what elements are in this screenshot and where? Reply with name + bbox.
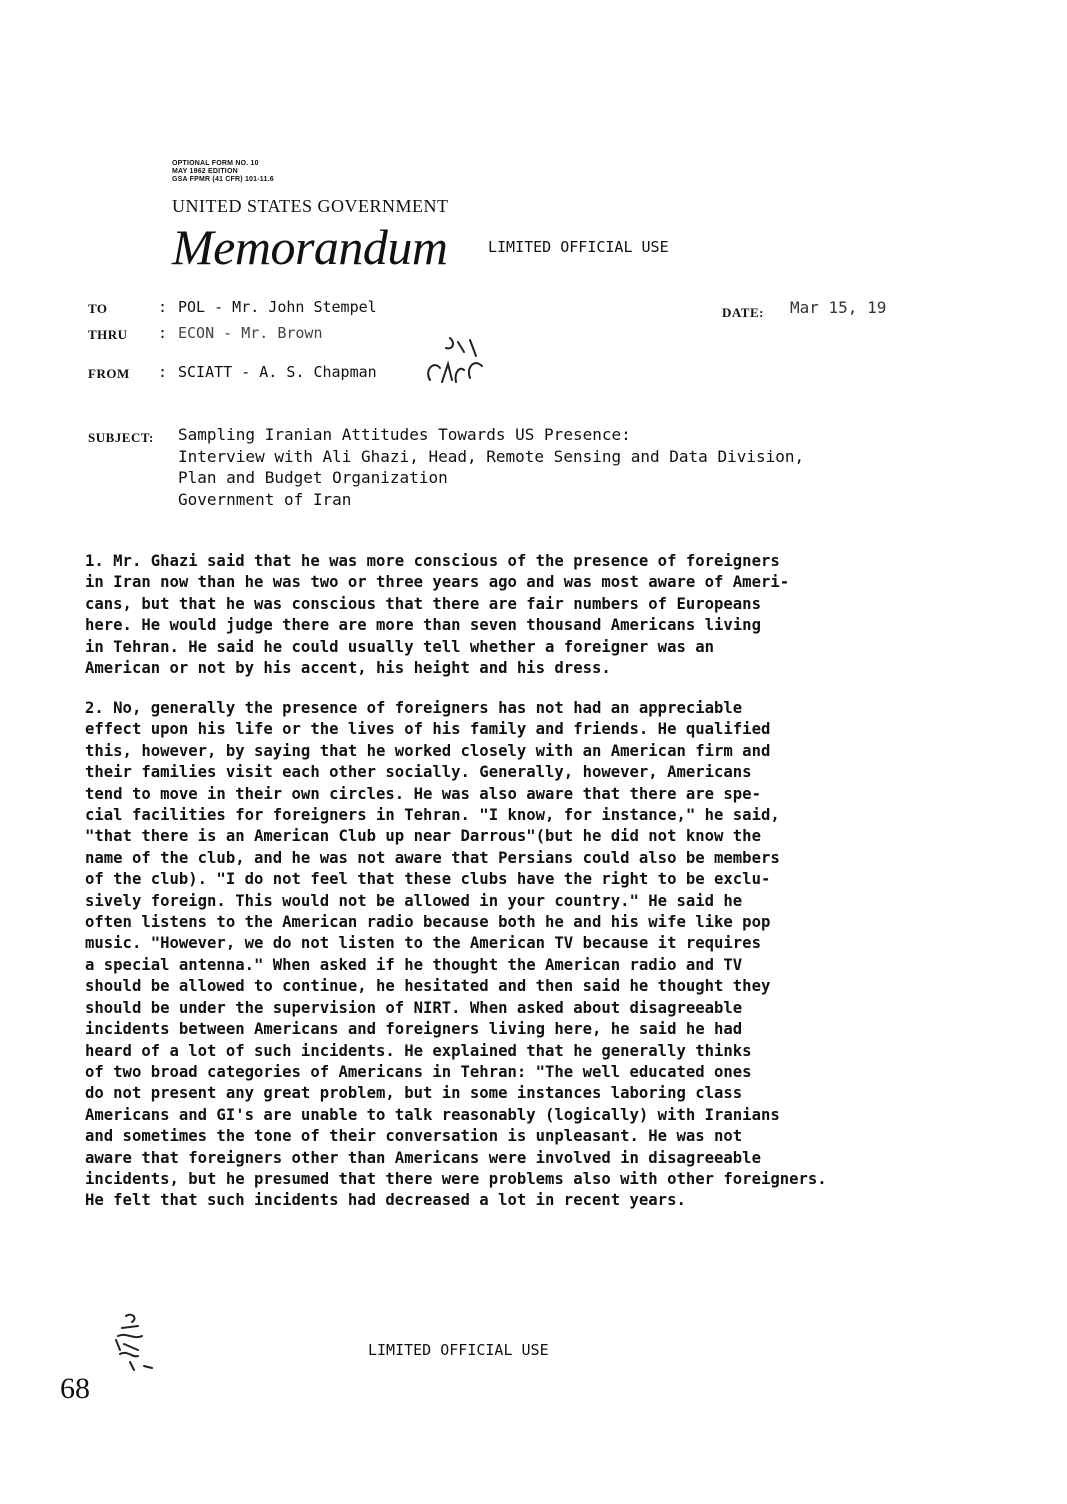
thru-label: THRU [88,327,128,342]
subject-block [178,424,804,510]
government-heading: UNITED STATES GOVERNMENT [172,196,449,216]
memo-title: Memorandum [172,219,448,275]
paragraph-line: of two broad categories of Americans in Tehran: "The well educated ones [85,1062,752,1081]
to-colon: : [158,298,168,316]
archive-stamp [108,1310,164,1376]
paragraph-line: do not present any great problem, but in some instances laboring class [85,1084,743,1103]
paragraph-line: 1. Mr. Ghazi said that he was more conscious of the presence of foreigners [85,552,780,570]
form-id-line: GSA FPMR (41 CFR) 101-11.6 [172,176,274,183]
to-label: TO [88,301,108,316]
thru-colon: : [158,324,168,342]
subject-line: Interview with Ali Ghazi, Head, Remote Sensing and Data Division, [178,446,805,466]
classification-top: LIMITED OFFICIAL USE [488,238,669,256]
date-value: Mar 15, 19 [790,298,887,317]
paragraph-line: cial facilities for foreigners in Tehran. "I know, for instance," he said, [85,806,780,825]
paragraph-line: name of the club, and he was not aware that Persians could also be members [85,848,780,867]
paragraph-line: tend to move in their own circles. He was also aware that there are spe- [85,784,761,803]
paragraph-line: here. He would judge there are more than seven thousand Americans living [85,616,761,635]
stamp-scribble-icon [108,1310,164,1376]
paragraph-line: should be allowed to continue, he hesitated and then said he thought they [85,977,771,996]
handwritten-initials [420,330,510,390]
paragraph-line: sively foreign. This would not be allowed in your country." He said he [85,891,743,910]
paragraph-2 [85,698,975,1212]
initials-scribble-icon [420,330,510,390]
paragraph-line: and sometimes the tone of their conversation is unpleasant. He was not [85,1127,743,1146]
form-id-line: MAY 1962 EDITION [172,168,238,175]
from-label: FROM [88,366,130,381]
date-label: DATE: [722,305,764,320]
paragraph-line: should be under the supervision of NIRT. When asked about disagreeable [85,998,743,1017]
paragraph-line: of the club). "I do not feel that these clubs have the right to be exclu- [85,870,771,889]
thru-value: ECON - Mr. Brown [178,324,323,342]
paragraph-line: Americans and GI's are unable to talk reasonably (logically) with Iranians [85,1105,780,1124]
paragraph-line: American or not by his accent, his height and his dress. [85,659,611,678]
page-number: 68 [60,1372,90,1405]
from-colon: : [158,363,168,381]
form-id-line: OPTIONAL FORM NO. 10 [172,160,259,167]
paragraph-line: "that there is an American Club up near Darrous"(but he did not know the [85,827,761,846]
form-identifier [172,160,274,184]
paragraph-line: heard of a lot of such incidents. He explained that he generally thinks [85,1041,752,1060]
subject-line: Plan and Budget Organization [178,468,448,487]
to-value: POL - Mr. John Stempel [178,298,377,316]
subject-line: Sampling Iranian Attitudes Towards US Presence: [178,425,631,444]
paragraph-line: this, however, by saying that he worked closely with an American firm and [85,741,771,760]
paragraph-line: in Tehran. He said he could usually tell whether a foreigner was an [85,637,715,656]
paragraph-line: He felt that such incidents had decreased a lot in recent years. [85,1191,686,1210]
subject-label: SUBJECT: [88,430,154,445]
paragraph-line: often listens to the American radio because both he and his wife like pop [85,913,771,932]
classification-bottom: LIMITED OFFICIAL USE [368,1341,549,1359]
paragraph-line: incidents, but he presumed that there were problems also with other foreigners. [85,1169,827,1188]
paragraph-line: aware that foreigners other than Americans were involved in disagreeable [85,1148,761,1167]
paragraph-line: 2. No, generally the presence of foreigners has not had an appreciable [85,699,743,717]
paragraph-line: in Iran now than he was two or three years ago and was most aware of Ameri- [85,573,790,592]
from-value: SCIATT - A. S. Chapman [178,363,377,381]
paragraph-line: cans, but that he was conscious that there are fair numbers of Europeans [85,594,761,613]
paragraph-line: effect upon his life or the lives of his family and friends. He qualified [85,720,771,739]
paragraph-line: incidents between Americans and foreigners living here, he said he had [85,1020,743,1039]
subject-line: Government of Iran [178,489,352,509]
paragraph-line: a special antenna." When asked if he thought the American radio and TV [85,955,743,974]
paragraph-line: music. "However, we do not listen to the American TV because it requires [85,934,761,953]
paragraph-1 [85,551,975,679]
paragraph-line: their families visit each other socially. Generally, however, Americans [85,763,752,782]
